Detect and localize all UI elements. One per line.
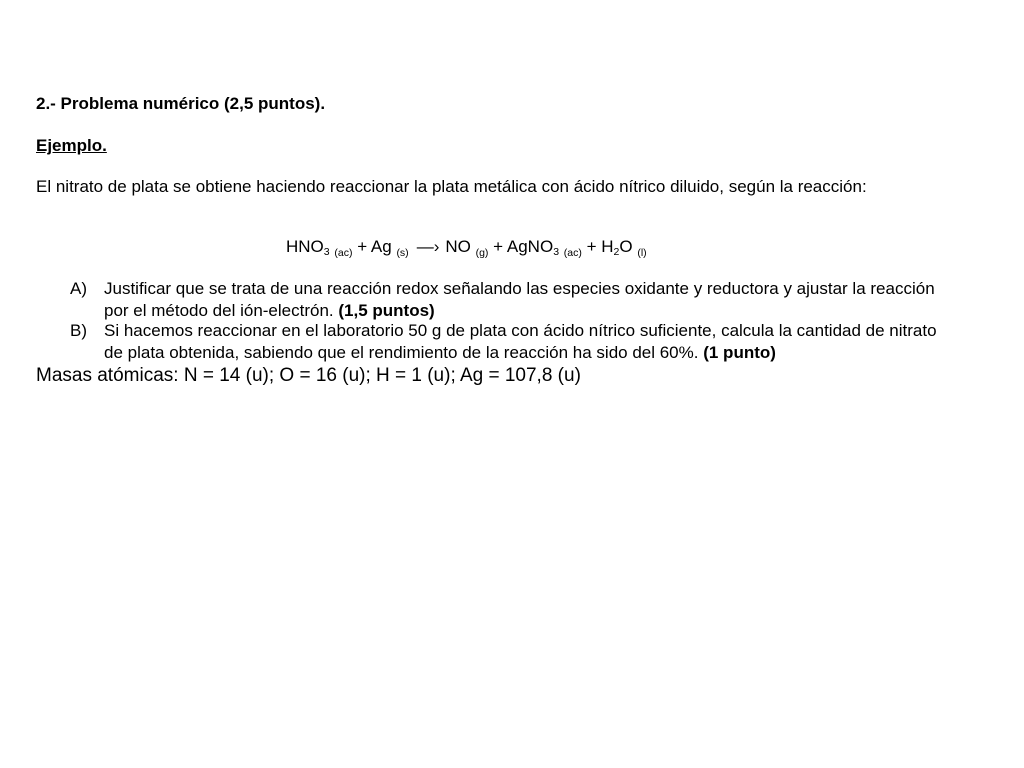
item-b-points: (1 punto) — [703, 343, 776, 362]
problem-heading: 2.- Problema numérico (2,5 puntos). — [36, 94, 326, 113]
equation-ag: + Ag — [357, 237, 392, 256]
equation-agno3-subscript: 3 — [553, 246, 560, 258]
equation-ag-state: (s) — [396, 247, 409, 259]
intro-paragraph: El nitrato de plata se obtiene haciendo reaccionar la plata metálica con ácido nítrico diluido, según la reacción: — [36, 177, 867, 196]
item-b-text — [104, 320, 942, 364]
equation-h2o-state: (l) — [637, 247, 647, 259]
example-subheading: Ejemplo. — [36, 136, 107, 155]
chemical-equation — [286, 237, 647, 257]
equation-no-state: (g) — [475, 247, 489, 259]
item-a-body: Justificar que se trata de una reacción redox señalando las especies oxidante y reductora y ajustar la reacción por el método del ión-electrón. — [104, 279, 935, 320]
equation-no: NO — [445, 237, 471, 256]
equation-hno3-subscript: 3 — [323, 246, 330, 258]
item-b-marker: B) — [70, 321, 87, 340]
item-a-points: (1,5 puntos) — [338, 301, 435, 320]
item-a-text — [104, 278, 942, 322]
question-item-a — [70, 278, 942, 322]
reaction-arrow: —› — [416, 237, 440, 256]
equation-h2o-subscript: 2 — [613, 246, 620, 258]
equation-h2o: + H — [586, 237, 614, 256]
equation-agno3: + AgNO — [493, 237, 554, 256]
item-a-marker: A) — [70, 279, 87, 298]
item-b-body: Si hacemos reaccionar en el laboratorio 50 g de plata con ácido nítrico suficiente, calcula la cantidad de nitrato de plata obtenida, sabiendo que el rendimiento de la reacción ha sido del 60%. — [104, 321, 937, 362]
equation-hno3-state: (ac) — [334, 247, 353, 259]
equation-agno3-state: (ac) — [563, 247, 582, 259]
equation-h2o-o: O — [619, 237, 633, 256]
atomic-masses: Masas atómicas: N = 14 (u); O = 16 (u); H = 1 (u); Ag = 107,8 (u) — [36, 365, 581, 386]
equation-hno3: HNO — [286, 237, 324, 256]
question-item-b — [70, 320, 942, 364]
